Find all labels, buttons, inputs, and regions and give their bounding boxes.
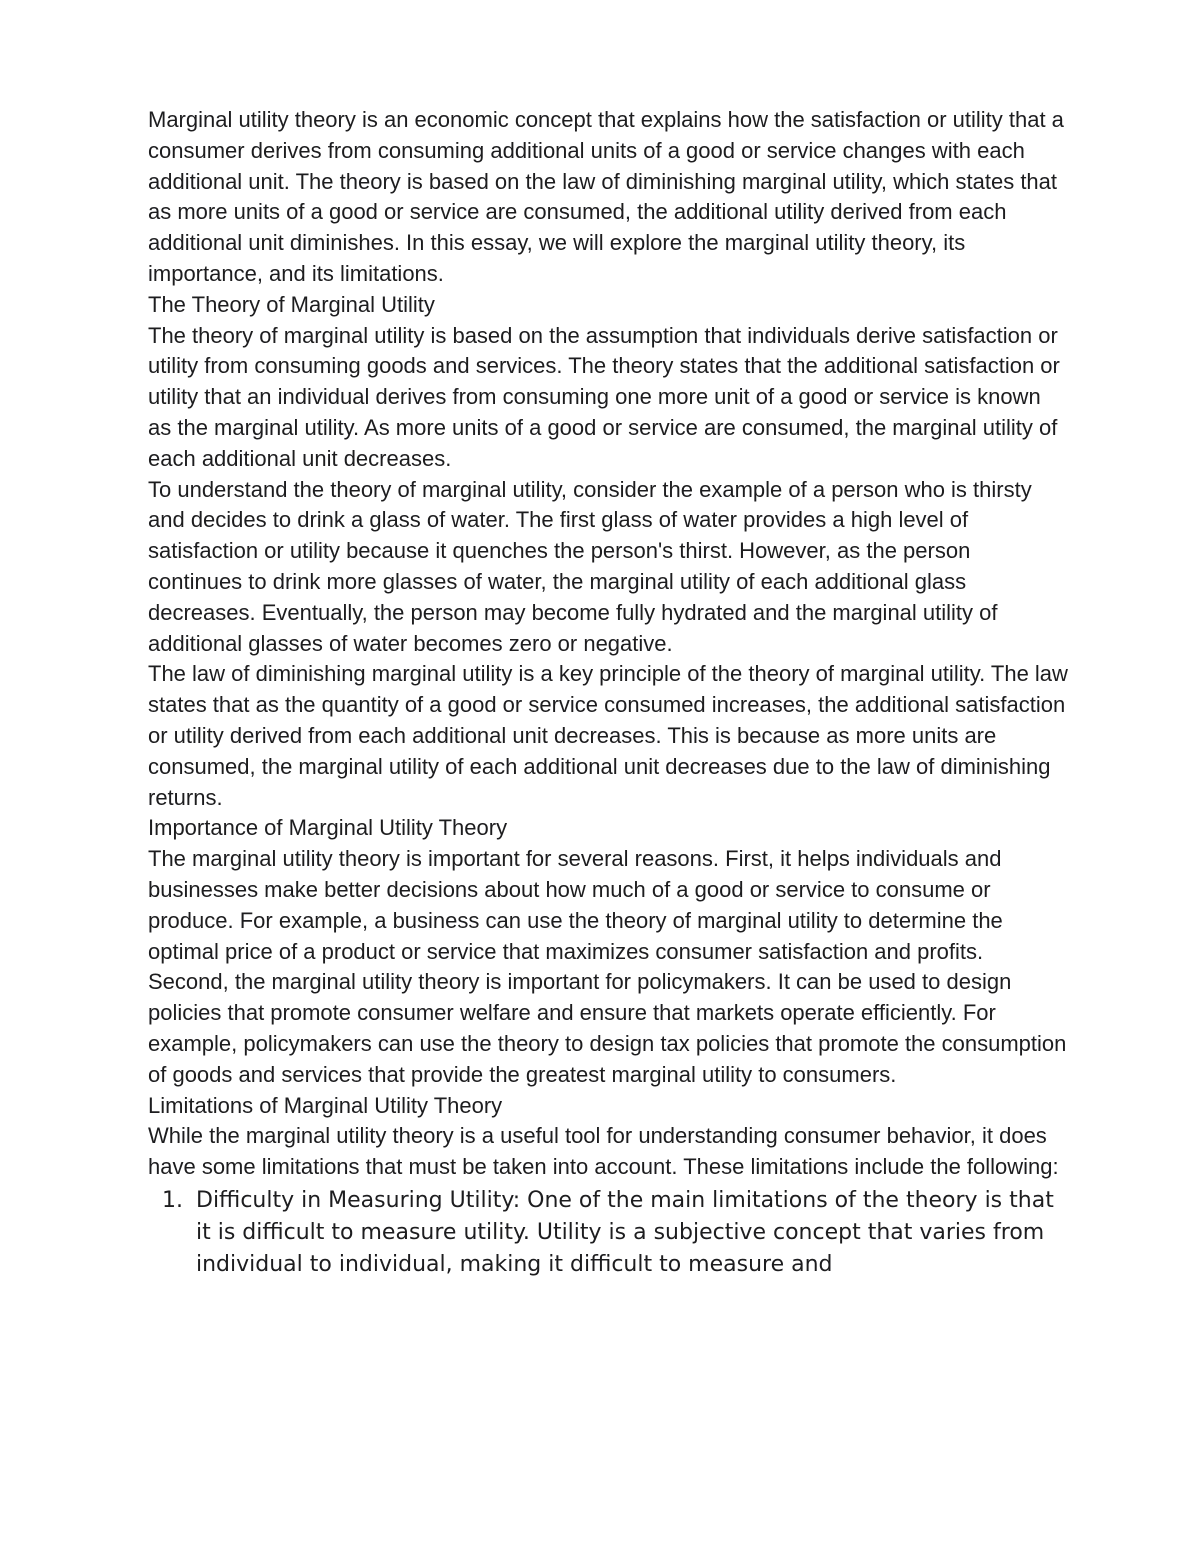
list-item-number: 1. xyxy=(162,1187,183,1213)
importance-paragraph-1: The marginal utility theory is important for several reasons. First, it helps individuals and businesses make better decisions about how much of a good or service to consume or produce. For example, a business can use the theory of marginal utility to determine the optimal price of a product or service that maximizes consumer satisfaction and profits. xyxy=(148,846,1003,964)
theory-paragraph-3: The law of diminishing marginal utility is a key principle of the theory of marginal utility. The law states that as the quantity of a good or service consumed increases, the additional satisfaction or utility derived from each additional unit decreases. This is because as more units are consumed, the marginal utility of each additional unit decreases due to the law of diminishing returns. xyxy=(148,661,1068,810)
section-heading-limitations: Limitations of Marginal Utility Theory xyxy=(148,1092,503,1118)
section-heading-importance: Importance of Marginal Utility Theory xyxy=(148,815,508,841)
intro-paragraph: Marginal utility theory is an economic concept that explains how the satisfaction or utility that a consumer derives from consuming additional units of a good or service changes with each additional unit. The theory is based on the law of diminishing marginal utility, which states that as more units of a good or service are consumed, the additional utility derived from each additional unit diminishes. In this essay, we will explore the marginal utility theory, its importance, and its limitations. xyxy=(148,107,1064,286)
document-body xyxy=(148,105,1068,1281)
theory-paragraph-1: The theory of marginal utility is based on the assumption that individuals derive satisfaction or utility from consuming goods and services. The theory states that the additional satisfaction or utility that an individual derives from consuming one more unit of a good or service is known as the marginal utility. As more units of a good or service are consumed, the marginal utility of each additional unit decreases. xyxy=(148,322,1060,471)
limitations-paragraph: While the marginal utility theory is a useful tool for understanding consumer behavior, it does have some limitations that must be taken into account. These limitations include the following: xyxy=(148,1123,1059,1180)
list-item xyxy=(148,1185,1068,1281)
section-heading-theory: The Theory of Marginal Utility xyxy=(148,291,435,317)
limitations-list xyxy=(148,1185,1068,1281)
list-item-text: Difficulty in Measuring Utility: One of the main limitations of the theory is that it is difficult to measure utility. Utility is a subjective concept that varies from individual to individual, making it difficult to measure and xyxy=(196,1187,1054,1277)
theory-paragraph-2: To understand the theory of marginal utility, consider the example of a person who is thirsty and decides to drink a glass of water. The first glass of water provides a high level of satisfaction or utility because it quenches the person's thirst. However, as the person continues to drink more glasses of water, the marginal utility of each additional glass decreases. Eventually, the person may become fully hydrated and the marginal utility of additional glasses of water becomes zero or negative. xyxy=(148,476,1032,656)
importance-paragraph-2: Second, the marginal utility theory is important for policymakers. It can be used to design policies that promote consumer welfare and ensure that markets operate efficiently. For example, policymakers can use the theory to design tax policies that promote the consumption of goods and services that provide the greatest marginal utility to consumers. xyxy=(148,969,1067,1087)
